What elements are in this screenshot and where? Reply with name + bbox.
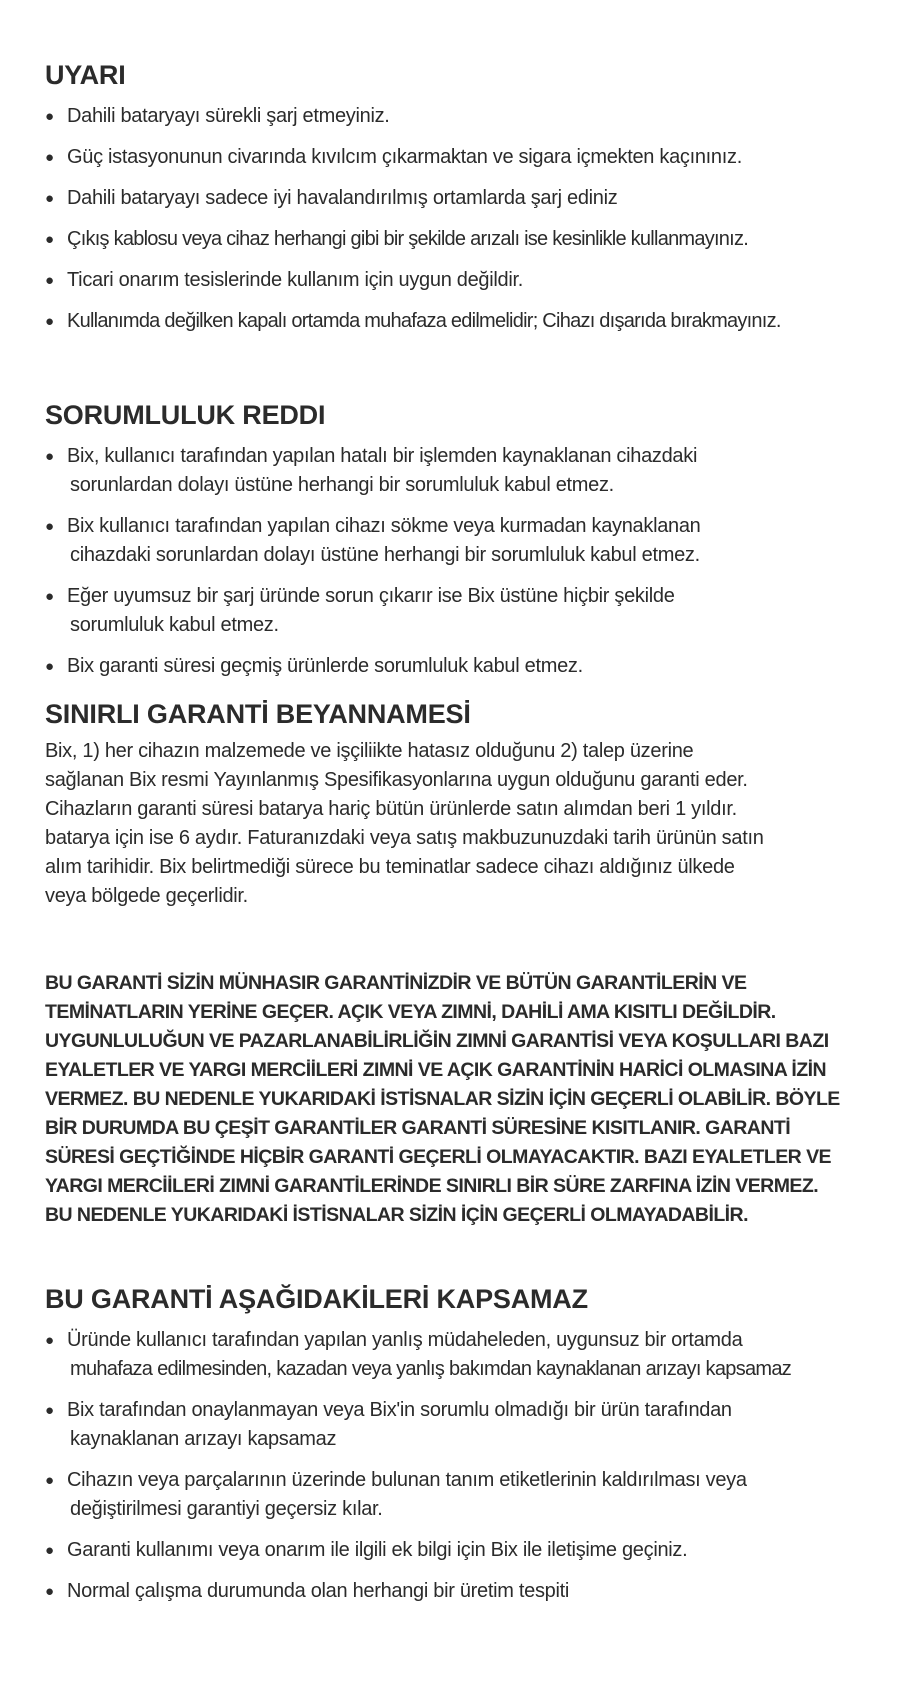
list-item: ● Dahili bataryayı sadece iyi havalandırılmış ortamlarda şarj ediniz: [45, 184, 875, 213]
list-item: ● Bix kullanıcı tarafından yapılan cihazı sökme veya kurmadan kaynaklanan cihazdaki sorunlardan dolayı üstüne herhangi bir sorumluluk kabul etmez.: [45, 512, 875, 570]
exclusions-section: [45, 1282, 875, 1606]
bullet-icon: ●: [45, 313, 54, 330]
list-item: ● Cihazın veya parçalarının üzerinde bulunan tanım etiketlerinin kaldırılması veya değiştirilmesi garantiyi geçersiz kılar.: [45, 1466, 875, 1524]
bullet-icon: ●: [45, 1583, 54, 1600]
bullet-icon: ●: [45, 1542, 54, 1559]
limited-warranty-section: [45, 697, 875, 911]
disclaimer-list: [45, 442, 875, 681]
exclusions-title: BU GARANTİ AŞAĞIDAKİLERİ KAPSAMAZ: [45, 1284, 588, 1314]
list-item: ● Ticari onarım tesislerinde kullanım için uygun değildir.: [45, 266, 875, 295]
bullet-icon: ●: [45, 108, 54, 125]
list-item: ● Bix, kullanıcı tarafından yapılan hatalı bir işlemden kaynaklanan cihazdaki sorunlardan dolayı üstüne herhangi bir sorumluluk kabul etmez.: [45, 442, 875, 500]
warning-section: [45, 58, 875, 336]
warranty-bold-text: BU GARANTİ SİZİN MÜNHASIR GARANTİNİZDİR VE BÜTÜN GARANTİLERİN VE TEMİNATLARIN YERİNE GEÇER. AÇIK VEYA ZIMNİ, DAHİLİ AMA KISITLI DEĞİLDİR. UYGUNLULUĞUN VE PAZARLANABİLİRLİĞİN ZIMNİ GARANTİSİ VEYA KOŞULLARI BAZI EYALETLER VE YARGI MERCİİLERİ ZIMNİ VE AÇIK GARANTİNİN HARİCİ OLMASINA İZİN VERMEZ. BU NEDENLE YUKARIDAKİ İSTİSNALAR SİZİN İÇİN GEÇERLİ OLABİLİR. BÖYLE BİR DURUMDA BU ÇEŞİT GARANTİLER GARANTİ SÜRESİNE KISITLANIR. GARANTİ SÜRESİ GEÇTİĞİNDE HİÇBİR GARANTİ GEÇERLİ OLMAYACAKTIR. BAZI EYALETLER VE YARGI MERCİİLERİ ZIMNİ GARANTİLERİNDE SINIRLI BİR SÜRE ZARFINA İZİN VERMEZ. BU NEDENLE YUKARIDAKİ İSTİSNALAR SİZİN İÇİN GEÇERLİ OLMAYADABİLİR.: [45, 972, 840, 1226]
list-item: ● Güç istasyonunun civarında kıvılcım çıkarmaktan ve sigara içmekten kaçınınız.: [45, 143, 875, 172]
list-item: ● Garanti kullanımı veya onarım ile ilgili ek bilgi için Bix ile iletişime geçiniz.: [45, 1536, 875, 1565]
disclaimer-section: [45, 398, 875, 681]
exclusions-list: [45, 1326, 875, 1606]
bullet-icon: ●: [45, 1332, 54, 1349]
list-item: ● Kullanımda değilken kapalı ortamda muhafaza edilmelidir; Cihazı dışarıda bırakmayınız.: [45, 307, 875, 336]
warning-list: [45, 102, 875, 336]
list-item: ● Bix tarafından onaylanmayan veya Bix'in sorumlu olmadığı bir ürün tarafından kaynaklanan arızayı kapsamaz: [45, 1396, 875, 1454]
list-item: ● Normal çalışma durumunda olan herhangi bir üretim tespiti: [45, 1577, 875, 1606]
list-item: ● Çıkış kablosu veya cihaz herhangi gibi bir şekilde arızalı ise kesinlikle kullanmayınız.: [45, 225, 875, 254]
bullet-icon: ●: [45, 588, 54, 605]
warranty-bold-block: [45, 969, 875, 1230]
bullet-icon: ●: [45, 190, 54, 207]
list-item: ● Eğer uyumsuz bir şarj üründe sorun çıkarır ise Bix üstüne hiçbir şekilde sorumluluk kabul etmez.: [45, 582, 875, 640]
bullet-icon: ●: [45, 518, 54, 535]
bullet-icon: ●: [45, 231, 54, 248]
bullet-icon: ●: [45, 658, 54, 675]
bullet-icon: ●: [45, 1402, 54, 1419]
limited-warranty-paragraph: Bix, 1) her cihazın malzemede ve işçiliikte hatasız olduğunu 2) talep üzerine sağlanan Bix resmi Yayınlanmış Spesifikasyonlarına uygun olduğunu garanti eder. Cihazların garanti süresi batarya hariç bütün ürünlerde satın alımdan beri 1 yıldır. batarya için ise 6 aydır. Faturanızdaki veya satış makbuzunuzdaki tarih ürünün satın alım tarihidir. Bix belirtmediği sürece bu teminatlar sadece cihazı aldığınız ülkede veya bölgede geçerlidir.: [45, 740, 764, 907]
bullet-icon: ●: [45, 149, 54, 166]
warning-title: UYARI: [45, 60, 126, 90]
bullet-icon: ●: [45, 272, 54, 289]
list-item: ● Dahili bataryayı sürekli şarj etmeyiniz.: [45, 102, 875, 131]
list-item: ● Bix garanti süresi geçmiş ürünlerde sorumluluk kabul etmez.: [45, 652, 875, 681]
bullet-icon: ●: [45, 448, 54, 465]
limited-warranty-title: SINIRLI GARANTİ BEYANNAMESİ: [45, 699, 471, 729]
list-item: ● Üründe kullanıcı tarafından yapılan yanlış müdaheleden, uygunsuz bir ortamda muhafaza edilmesinden, kazadan veya yanlış bakımdan kaynaklanan arızayı kapsamaz: [45, 1326, 875, 1384]
bullet-icon: ●: [45, 1472, 54, 1489]
disclaimer-title: SORUMLULUK REDDI: [45, 400, 326, 430]
